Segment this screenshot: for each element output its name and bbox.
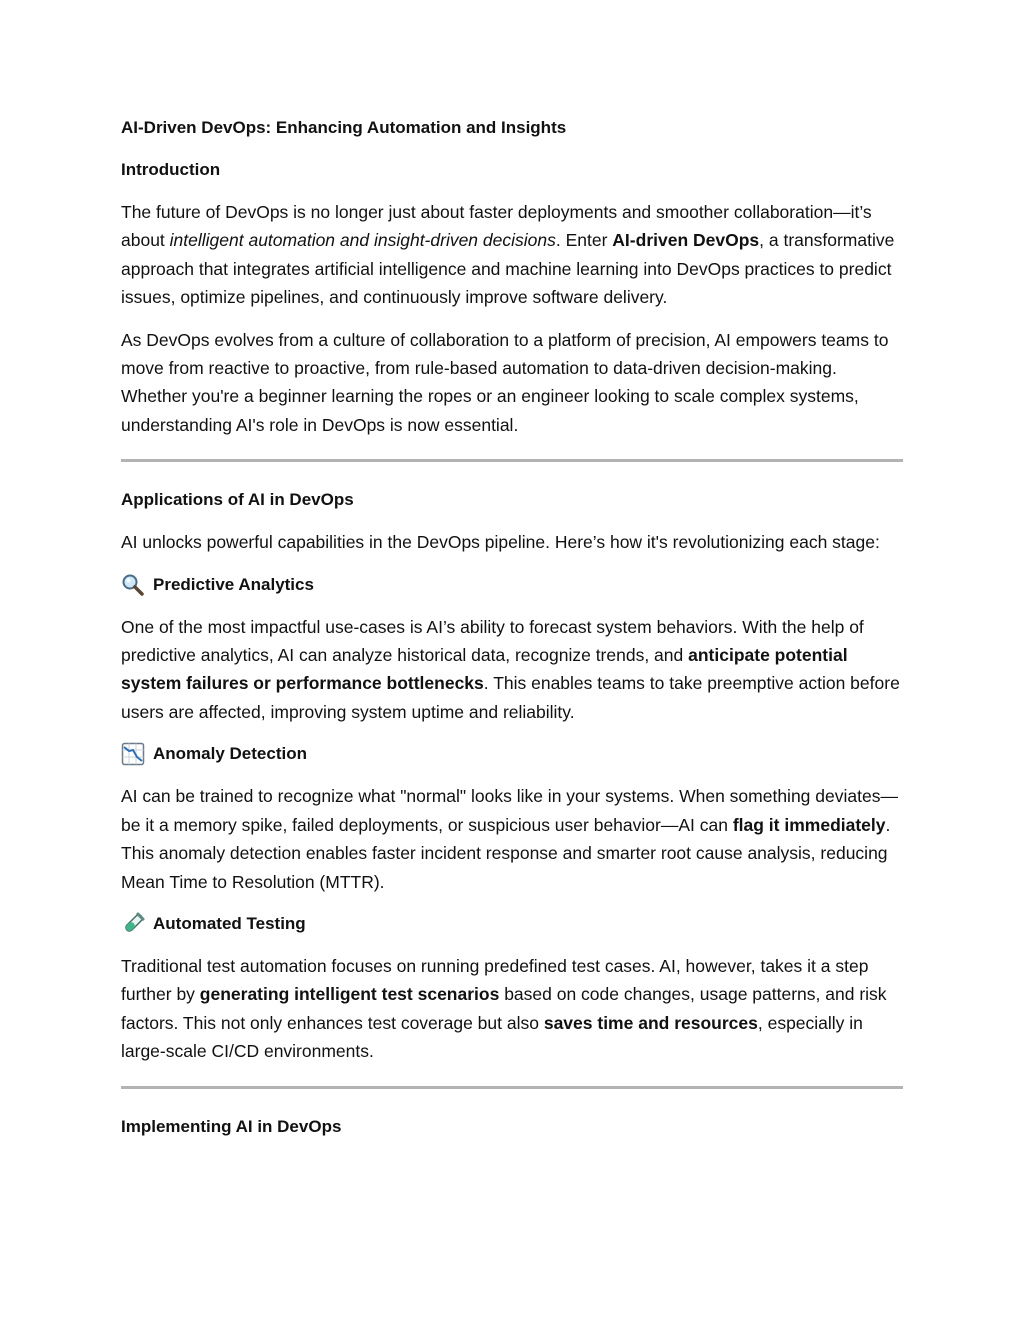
intro-text-a: The future of DevOps is no longer just about faster deployments and smoother collaboration—it’s about xyxy=(121,202,872,251)
automated-testing-title: Automated Testing xyxy=(153,913,306,933)
introduction-paragraph-1 xyxy=(121,198,903,312)
applications-lead: AI unlocks powerful capabilities in the DevOps pipeline. Here’s how it's revolutionizing each stage: xyxy=(121,532,880,553)
predictive-strong: anticipate potential system failures or performance bottlenecks xyxy=(121,645,848,694)
introduction-heading: Introduction xyxy=(121,160,221,179)
anomaly-strong: flag it immediately xyxy=(732,814,886,835)
intro-text-c: , a transformative approach that integrates artificial intelligence and machine learning into DevOps practices to predict issues, optimize pipelines, and continuously improve software delivery. xyxy=(121,230,895,308)
predictive-analytics-title: Predictive Analytics xyxy=(153,574,314,594)
chart-decreasing-icon xyxy=(121,742,145,766)
section-divider xyxy=(121,459,903,462)
test-tube-icon xyxy=(121,912,145,936)
automated-testing-paragraph xyxy=(121,952,903,1066)
anomaly-detection-title: Anomaly Detection xyxy=(153,744,307,764)
predictive-analytics-paragraph xyxy=(121,613,903,727)
anomaly-detection-paragraph xyxy=(121,782,903,896)
predictive-text-b: . This enables teams to take preemptive action before users are affected, improving system uptime and reliability. xyxy=(121,673,900,722)
intro-emphasis: intelligent automation and insight-driven decisions xyxy=(169,230,556,251)
implementing-heading: Implementing AI in DevOps xyxy=(121,1116,342,1136)
testing-strong-2: saves time and resources xyxy=(543,1012,758,1033)
section-divider xyxy=(121,1086,903,1089)
anomaly-text-b: . This anomaly detection enables faster incident response and smarter root cause analysis, reducing Mean Time to Resolution (MTTR). xyxy=(121,814,891,892)
predictive-analytics-heading xyxy=(121,571,903,599)
intro-strong: AI-driven DevOps xyxy=(612,230,760,251)
anomaly-detection-heading xyxy=(121,740,903,768)
predictive-text-a: One of the most impactful use-cases is AI’s ability to forecast system behaviors. With the help of predictive analytics, AI can analyze historical data, recognize trends, and xyxy=(121,616,864,666)
intro-text-b: . Enter xyxy=(555,230,613,251)
document-title: AI-Driven DevOps: Enhancing Automation and Insights xyxy=(121,118,567,137)
magnifier-icon xyxy=(121,573,145,597)
testing-text-a: Traditional test automation focuses on running predefined test cases. AI, however, takes it a step further by xyxy=(121,955,869,1005)
automated-testing-heading xyxy=(121,910,903,938)
testing-strong-1: generating intelligent test scenarios xyxy=(199,984,500,1005)
testing-text-c: , especially in large-scale CI/CD environments. xyxy=(121,1012,863,1062)
testing-text-b: based on code changes, usage patterns, and risk factors. This not only enhances test coverage but also xyxy=(121,984,887,1033)
anomaly-text-a: AI can be trained to recognize what "normal" looks like in your systems. When something deviates—be it a memory spike, failed deployments, or suspicious user behavior—AI can xyxy=(121,786,898,835)
document-page xyxy=(121,114,903,1155)
introduction-paragraph-2: As DevOps evolves from a culture of collaboration to a platform of precision, AI empowers teams to move from reactive to proactive, from rule-based automation to data-driven decision-making. Whether you're a beginner learning the ropes or an engineer looking to scale complex systems, understanding AI's role in DevOps is now essential. xyxy=(121,329,889,435)
applications-heading: Applications of AI in DevOps xyxy=(121,490,354,510)
